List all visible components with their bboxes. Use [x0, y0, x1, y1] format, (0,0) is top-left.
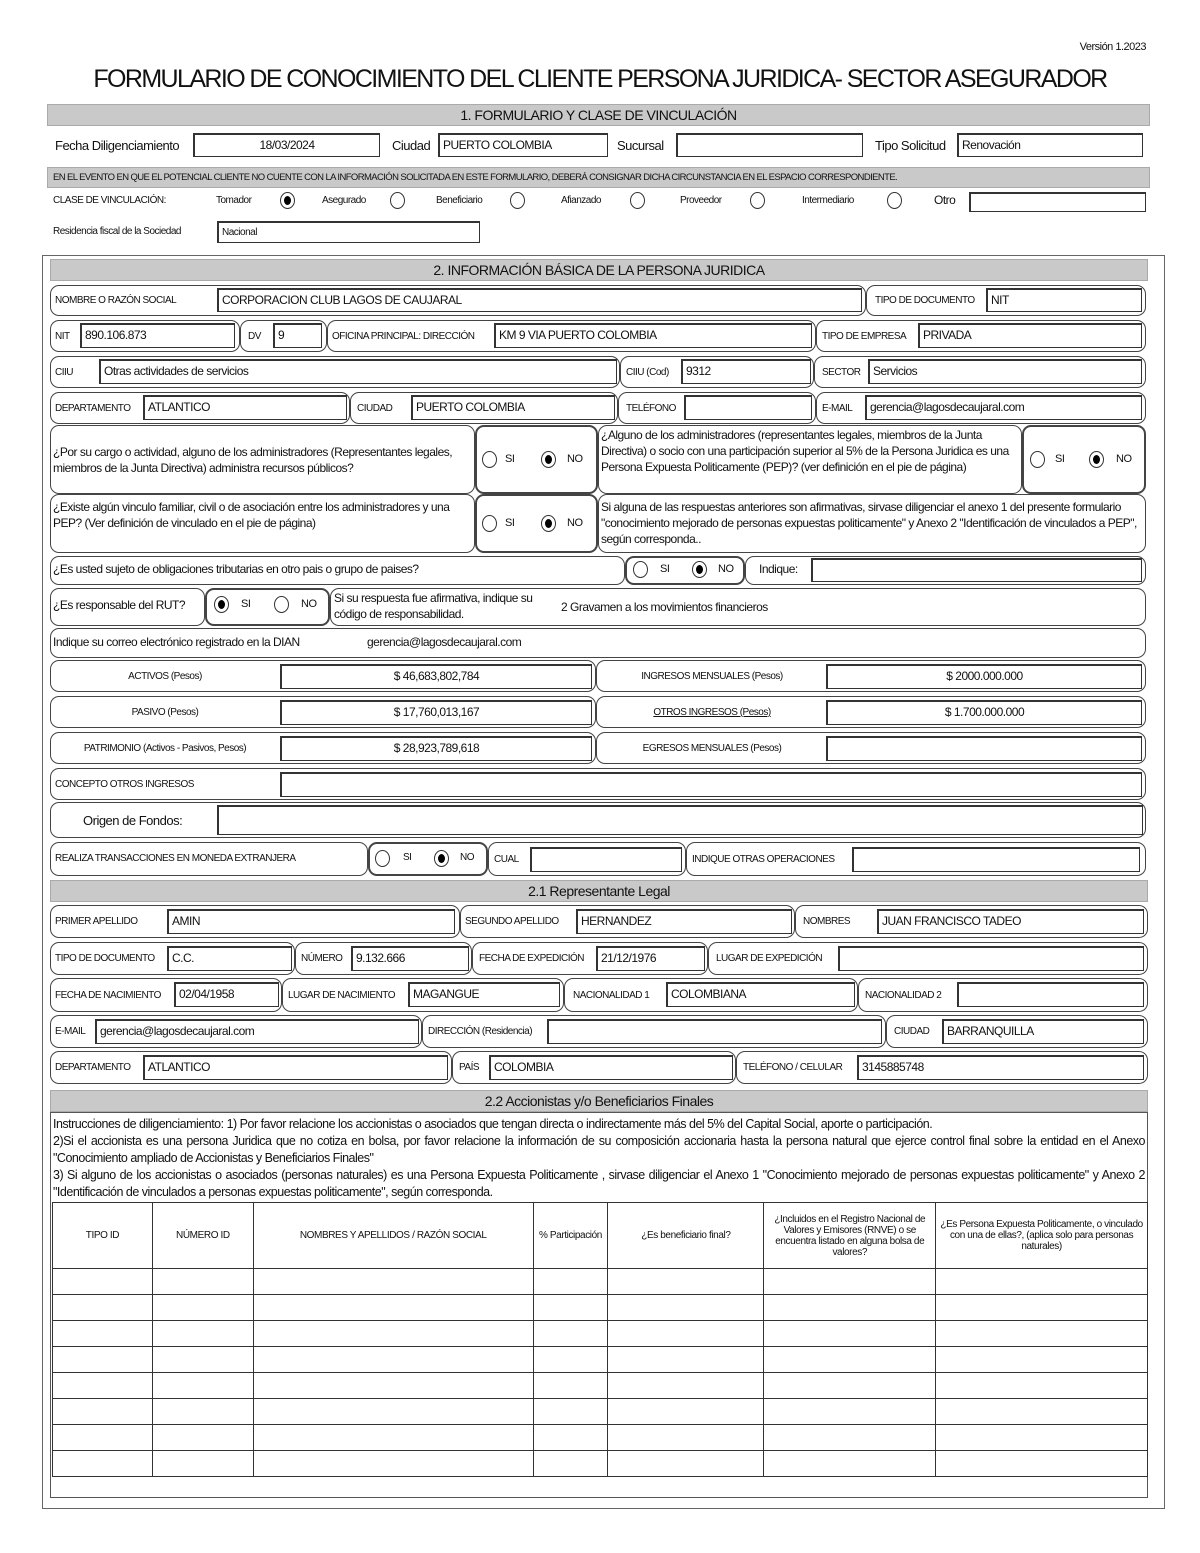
- moneda-si-label: SI: [403, 852, 412, 863]
- table-cell[interactable]: [253, 1321, 533, 1347]
- instructions-1: Instrucciones de diligenciamiento: 1) Por favor relacione los accionistas o asociados que tengan directa o indirectamente más del 5% del Capital Social, aporte o participación.: [53, 1117, 933, 1131]
- table-cell[interactable]: [608, 1451, 764, 1477]
- clase-proveedor-radio[interactable]: [750, 192, 765, 209]
- table-cell[interactable]: [152, 1373, 253, 1399]
- clase-afianzado-label: Afianzado: [561, 195, 601, 206]
- nit-field[interactable]: 890.106.873: [80, 323, 235, 348]
- clase-afianzado-radio[interactable]: [630, 192, 645, 209]
- q3-si-label: SI: [505, 517, 515, 529]
- table-cell[interactable]: [53, 1373, 153, 1399]
- table-cell[interactable]: [764, 1269, 936, 1295]
- fecha-label: Fecha Diligenciamiento: [55, 138, 180, 153]
- version-label: Versión 1.2023: [1079, 41, 1146, 53]
- q5-si-label: SI: [241, 598, 251, 610]
- q2-si-label: SI: [1055, 453, 1065, 465]
- otro-label: Otro: [934, 193, 956, 207]
- email-field[interactable]: gerencia@lagosdecaujaral.com: [865, 395, 1142, 420]
- residencia-field[interactable]: Nacional: [217, 221, 480, 243]
- otros-ingresos-field[interactable]: $ 1.700.000.000: [826, 700, 1142, 725]
- col-numero-id: NÚMERO ID: [152, 1203, 253, 1269]
- tipodoc-label: TIPO DE DOCUMENTO: [875, 295, 975, 306]
- moneda-no-radio[interactable]: [434, 850, 449, 867]
- table-cell[interactable]: [53, 1269, 153, 1295]
- table-cell[interactable]: [608, 1347, 764, 1373]
- clase-tomador-radio[interactable]: [280, 192, 295, 209]
- table-cell[interactable]: [764, 1321, 936, 1347]
- rep-email-label: E-MAIL: [55, 1026, 86, 1037]
- egresos-field[interactable]: [826, 736, 1142, 761]
- dv-field[interactable]: 9: [273, 323, 322, 348]
- rep-depto-field[interactable]: ATLANTICO: [143, 1055, 448, 1080]
- table-row: [53, 1269, 1148, 1295]
- pasivo-label: PASIVO (Pesos): [131, 707, 199, 718]
- origen-field[interactable]: [217, 805, 1143, 835]
- razon-label: NOMBRE O RAZÓN SOCIAL: [55, 295, 177, 306]
- clase-asegurado-label: Asegurado: [322, 195, 366, 206]
- origen-label: Origen de Fondos:: [83, 813, 183, 828]
- moneda-label: REALIZA TRANSACCIONES EN MONEDA EXTRANJERA: [55, 853, 296, 864]
- table-cell[interactable]: [152, 1295, 253, 1321]
- col-participacion: % Participación: [533, 1203, 608, 1269]
- tipo-solicitud-field[interactable]: Renovación: [957, 133, 1143, 157]
- table-cell[interactable]: [533, 1373, 608, 1399]
- ciudad2-field[interactable]: PUERTO COLOMBIA: [411, 395, 615, 420]
- fexp-label: FECHA DE EXPEDICIÓN: [479, 953, 584, 964]
- nombres-label: NOMBRES: [803, 916, 851, 927]
- q4-si-radio[interactable]: [633, 561, 648, 578]
- rep-ciudad-field[interactable]: BARRANQUILLA: [942, 1019, 1144, 1044]
- empresa-field[interactable]: PRIVADA: [918, 323, 1142, 348]
- q2-si-radio[interactable]: [1030, 451, 1045, 468]
- q3-note: Si alguna de las respuestas anteriores son afirmativas, sirvase diligenciar el anexo 1 del presente formulario "conocimiento mejorado de personas expuestas politicamente" y Anexo 2 "Identificación de vinculados a PEP", según corresponda..: [601, 500, 1137, 546]
- table-cell[interactable]: [936, 1373, 1148, 1399]
- instructions-3: 3) Si alguno de los accionistas o asociados (personas naturales) es una Persona Expuesta Politicamente , sirvase diligenciar el Anexo 1 "Conocimiento mejorado de personas expuestas politicamente" y Anexo 2 "Identificación de vinculados a personas expuestas politicamente", según corresponda.: [53, 1168, 1145, 1199]
- depto-field[interactable]: ATLANTICO: [143, 395, 347, 420]
- q1-si-radio[interactable]: [482, 451, 497, 468]
- col-rnve: ¿Incluidos en el Registro Nacional de Valores y Emisores (RNVE) o se encuentra listado en alguna bolsa de valores?: [764, 1203, 936, 1269]
- moneda-si-radio[interactable]: [375, 850, 390, 867]
- patrimonio-label: PATRIMONIO (Activos - Pasivos, Pesos): [83, 743, 247, 754]
- sucursal-label: Sucursal: [617, 138, 664, 153]
- page-title: FORMULARIO DE CONOCIMIENTO DEL CLIENTE PERSONA JURIDICA- SECTOR ASEGURADOR: [93, 65, 1107, 93]
- ciiucod-field[interactable]: 9312: [681, 359, 811, 384]
- ciiucod-label: CIIU (Cod): [626, 367, 669, 378]
- pais-label: PAÍS: [459, 1062, 480, 1073]
- cual-field[interactable]: [530, 847, 682, 872]
- residencia-label: Residencia fiscal de la Sociedad: [53, 226, 181, 237]
- table-cell[interactable]: [53, 1425, 153, 1451]
- table-cell[interactable]: [53, 1321, 153, 1347]
- table-cell[interactable]: [152, 1425, 253, 1451]
- table-cell[interactable]: [608, 1321, 764, 1347]
- table-cell[interactable]: [253, 1373, 533, 1399]
- table-row: [53, 1451, 1148, 1477]
- ingresos-field[interactable]: $ 2000.000.000: [826, 664, 1142, 689]
- activos-field[interactable]: $ 46,683,802,784: [280, 664, 592, 689]
- rep-tipodoc-field[interactable]: C.C.: [167, 946, 292, 971]
- fnac-field[interactable]: 02/04/1958: [174, 982, 279, 1007]
- table-cell[interactable]: [936, 1347, 1148, 1373]
- nombres-field[interactable]: JUAN FRANCISCO TADEO: [877, 909, 1144, 934]
- empresa-label: TIPO DE EMPRESA: [822, 331, 907, 342]
- q5-no-label: NO: [301, 598, 317, 610]
- table-cell[interactable]: [253, 1347, 533, 1373]
- clase-asegurado-radio[interactable]: [390, 192, 405, 209]
- q2-text: ¿Alguno de los administradores (representantes legales, miembros de la Junta Directiva) o socio con una participación superior al 5% de la Persona Juridica es una Persona Expuesta Politicamente (PEP)? (ver definición en el pie de página): [601, 428, 1009, 474]
- col-pep: ¿Es Persona Expuesta Politicamente, o vinculado con una de ellas?, (aplica solo para personas naturales): [936, 1203, 1148, 1269]
- q1-no-label: NO: [567, 453, 583, 465]
- ciiu-label: CIIU: [55, 367, 73, 378]
- table-cell[interactable]: [764, 1425, 936, 1451]
- q2-no-label: NO: [1116, 453, 1132, 465]
- telefono-field[interactable]: [684, 395, 812, 420]
- concepto-label: CONCEPTO OTROS INGRESOS: [55, 779, 194, 790]
- q4-no-radio[interactable]: [692, 561, 707, 578]
- table-cell[interactable]: [608, 1269, 764, 1295]
- q5-code: 2 Gravamen a los movimientos financieros: [561, 600, 768, 614]
- clase-tomador-label: Tomador: [216, 195, 252, 206]
- table-row: [53, 1295, 1148, 1321]
- q4-text: ¿Es usted sujeto de obligaciones tributarias en otro pais o grupo de paises?: [53, 562, 419, 576]
- table-cell[interactable]: [533, 1347, 608, 1373]
- table-cell[interactable]: [152, 1321, 253, 1347]
- table-cell[interactable]: [608, 1373, 764, 1399]
- rep-dir-label: DIRECCIÓN (Residencia): [428, 1026, 533, 1037]
- table-cell[interactable]: [533, 1321, 608, 1347]
- col-beneficiario: ¿Es beneficiario final?: [608, 1203, 764, 1269]
- table-row: [53, 1347, 1148, 1373]
- indique-field[interactable]: [811, 558, 1142, 582]
- fexp-field[interactable]: 21/12/1976: [596, 946, 705, 971]
- table-cell[interactable]: [936, 1425, 1148, 1451]
- table-cell[interactable]: [533, 1425, 608, 1451]
- q4-si-label: SI: [660, 563, 670, 575]
- section-2-header: 2. INFORMACIÓN BÁSICA DE LA PERSONA JURIDICA: [50, 259, 1148, 281]
- table-row: [53, 1373, 1148, 1399]
- moneda-no-label: NO: [460, 852, 474, 863]
- nac2-label: NACIONALIDAD 2: [865, 990, 942, 1001]
- notice-banner: EN EL EVENTO EN QUE EL POTENCIAL CLIENTE NO CUENTE CON LA INFORMACIÓN SOLICITADA EN ESTE FORMULARIO, DEBERÁ CONSIGNAR DICHA CIRCUNSTANCIA EN EL ESPACIO CORRESPONDIENTE.: [47, 167, 1150, 188]
- dian-email: gerencia@lagosdecaujaral.com: [367, 635, 522, 649]
- otras-operaciones-label: INDIQUE OTRAS OPERACIONES: [692, 854, 835, 865]
- q3-no-label: NO: [567, 517, 583, 529]
- sucursal-field[interactable]: [676, 133, 863, 157]
- dian-label: Indique su correo electrónico registrado en la DIAN: [53, 635, 300, 649]
- q3-si-radio[interactable]: [482, 515, 497, 532]
- clase-proveedor-label: Proveedor: [680, 195, 722, 206]
- table-cell[interactable]: [53, 1295, 153, 1321]
- q1-si-label: SI: [505, 453, 515, 465]
- pasivo-field[interactable]: $ 17,760,013,167: [280, 700, 592, 725]
- ap2-label: SEGUNDO APELLIDO: [465, 916, 559, 927]
- table-row: [53, 1399, 1148, 1425]
- section-2-2-header: 2.2 Accionistas y/o Beneficiarios Finales: [50, 1090, 1148, 1112]
- col-tipo-id: TIPO ID: [53, 1203, 153, 1269]
- direccion-field[interactable]: KM 9 VIA PUERTO COLOMBIA: [494, 323, 812, 348]
- table-cell[interactable]: [764, 1295, 936, 1321]
- q5-note: Si su respuesta fue afirmativa, indique su código de responsabilidad.: [334, 591, 533, 621]
- email-label: E-MAIL: [822, 403, 853, 414]
- direccion-label: OFICINA PRINCIPAL: DIRECCIÓN: [332, 331, 475, 342]
- table-cell[interactable]: [152, 1347, 253, 1373]
- razon-field[interactable]: CORPORACION CLUB LAGOS DE CAUJARAL: [217, 288, 862, 312]
- rep-dir-field[interactable]: [547, 1019, 882, 1044]
- q5-si-radio[interactable]: [214, 596, 229, 613]
- concepto-field[interactable]: [280, 772, 1142, 797]
- table-cell[interactable]: [253, 1451, 533, 1477]
- section-2-1-header: 2.1 Representante Legal: [50, 880, 1148, 902]
- rep-tipodoc-label: TIPO DE DOCUMENTO: [55, 953, 155, 964]
- table-cell[interactable]: [533, 1399, 608, 1425]
- fnac-label: FECHA DE NACIMIENTO: [55, 990, 161, 1001]
- ap2-field[interactable]: HERNANDEZ: [576, 909, 792, 934]
- lexp-label: LUGAR DE EXPEDICIÓN: [716, 953, 823, 964]
- dv-label: DV: [248, 331, 261, 342]
- table-cell[interactable]: [152, 1451, 253, 1477]
- lexp-field[interactable]: [838, 946, 1144, 971]
- clase-beneficiario-label: Beneficiario: [436, 195, 483, 206]
- ap1-field[interactable]: AMIN: [167, 909, 455, 934]
- table-cell[interactable]: [608, 1399, 764, 1425]
- fecha-field[interactable]: 18/03/2024: [193, 133, 380, 157]
- table-cell[interactable]: [53, 1451, 153, 1477]
- table-cell[interactable]: [253, 1425, 533, 1451]
- table-cell[interactable]: [936, 1399, 1148, 1425]
- table-row: [53, 1321, 1148, 1347]
- tipo-solicitud-label: Tipo Solicitud: [875, 138, 946, 153]
- ciudad2-label: CIUDAD: [357, 403, 393, 414]
- q3-no-radio[interactable]: [541, 515, 556, 532]
- otros-ingresos-label: OTROS INGRESOS (Pesos): [653, 707, 771, 718]
- table-cell[interactable]: [533, 1451, 608, 1477]
- ciiu-field[interactable]: Otras actividades de servicios: [99, 359, 617, 384]
- q3-text: ¿Existe algún vinculo familiar, civil o de asociación entre los administradores y una PEP? (Ver definición de vinculado en el pie de página): [53, 500, 450, 530]
- ingresos-label: INGRESOS MENSUALES (Pesos): [641, 671, 783, 682]
- table-row: [53, 1425, 1148, 1451]
- table-cell[interactable]: [936, 1295, 1148, 1321]
- table-cell[interactable]: [608, 1425, 764, 1451]
- table-cell[interactable]: [533, 1269, 608, 1295]
- q5-no-radio[interactable]: [274, 596, 289, 613]
- section-1-header: 1. FORMULARIO Y CLASE DE VINCULACIÓN: [47, 104, 1150, 126]
- table-cell[interactable]: [936, 1451, 1148, 1477]
- rep-email-field[interactable]: gerencia@lagosdecaujaral.com: [95, 1019, 419, 1044]
- clase-intermediario-label: Intermediario: [802, 195, 854, 206]
- nit-label: NIT: [55, 331, 70, 342]
- table-cell[interactable]: [608, 1295, 764, 1321]
- sector-label: SECTOR: [822, 367, 861, 378]
- otro-field[interactable]: [969, 192, 1146, 212]
- indique-label: Indique:: [759, 562, 798, 576]
- table-header-row: [53, 1203, 1148, 1269]
- rep-tel-label: TELÉFONO / CELULAR: [743, 1062, 843, 1073]
- patrimonio-field[interactable]: $ 28,923,789,618: [280, 736, 592, 761]
- egresos-label: EGRESOS MENSUALES (Pesos): [642, 743, 782, 754]
- q4-no-label: NO: [718, 563, 734, 575]
- table-cell[interactable]: [764, 1373, 936, 1399]
- rep-depto-label: DEPARTAMENTO: [55, 1062, 131, 1073]
- q5-text: ¿Es responsable del RUT?: [53, 598, 186, 612]
- tipodoc-field[interactable]: NIT: [986, 288, 1142, 312]
- table-cell[interactable]: [253, 1269, 533, 1295]
- table-cell[interactable]: [53, 1347, 153, 1373]
- nac2-field[interactable]: [957, 982, 1144, 1007]
- ciudad-field[interactable]: PUERTO COLOMBIA: [438, 133, 608, 157]
- table-cell[interactable]: [253, 1295, 533, 1321]
- col-nombres: NOMBRES Y APELLIDOS / RAZÓN SOCIAL: [253, 1203, 533, 1269]
- table-cell[interactable]: [53, 1399, 153, 1425]
- lnac-label: LUGAR DE NACIMIENTO: [288, 990, 395, 1001]
- q1-no-radio[interactable]: [541, 451, 556, 468]
- numero-field[interactable]: 9.132.666: [351, 946, 469, 971]
- lnac-field[interactable]: MAGANGUE: [408, 982, 560, 1007]
- table-cell[interactable]: [533, 1295, 608, 1321]
- cual-label: CUAL: [494, 854, 519, 865]
- nac1-field[interactable]: COLOMBIANA: [666, 982, 855, 1007]
- pais-field[interactable]: COLOMBIA: [489, 1055, 733, 1080]
- table-cell[interactable]: [152, 1399, 253, 1425]
- ciudad-label: Ciudad: [392, 138, 431, 153]
- depto-label: DEPARTAMENTO: [55, 403, 131, 414]
- sector-field[interactable]: Servicios: [868, 359, 1142, 384]
- q1-text: ¿Por su cargo o actividad, alguno de los administradores (Representantes legales, miembros de la Junta Directiva) administra recursos públicos?: [53, 445, 453, 475]
- table-cell[interactable]: [764, 1451, 936, 1477]
- clase-label: CLASE DE VINCULACIÓN:: [53, 195, 166, 206]
- rep-tel-field[interactable]: 3145885748: [857, 1055, 1144, 1080]
- otras-operaciones-field[interactable]: [852, 847, 1140, 872]
- q2-no-radio[interactable]: [1089, 451, 1104, 468]
- rep-ciudad-label: CIUDAD: [894, 1026, 930, 1037]
- nac1-label: NACIONALIDAD 1: [573, 990, 650, 1001]
- table-cell[interactable]: [764, 1347, 936, 1373]
- instructions-2: 2)Si el accionista es una persona Juridica que no cotiza en bolsa, por favor relacione la información de su composición accionaria hasta la persona natural que ejerce control final sobre la entidad en el Anexo "Conocimiento ampliado de Accionistas y Beneficiarios Finales": [53, 1134, 1145, 1165]
- table-cell[interactable]: [936, 1269, 1148, 1295]
- telefono-label: TELÉFONO: [626, 403, 676, 414]
- numero-label: NÚMERO: [301, 953, 343, 964]
- clase-beneficiario-radio[interactable]: [510, 192, 525, 209]
- ap1-label: PRIMER APELLIDO: [55, 916, 138, 927]
- activos-label: ACTIVOS (Pesos): [128, 671, 202, 682]
- clase-intermediario-radio[interactable]: [887, 192, 902, 209]
- table-cell[interactable]: [152, 1269, 253, 1295]
- table-cell[interactable]: [253, 1399, 533, 1425]
- accionistas-table: [52, 1202, 1148, 1477]
- table-cell[interactable]: [764, 1399, 936, 1425]
- table-cell[interactable]: [936, 1321, 1148, 1347]
